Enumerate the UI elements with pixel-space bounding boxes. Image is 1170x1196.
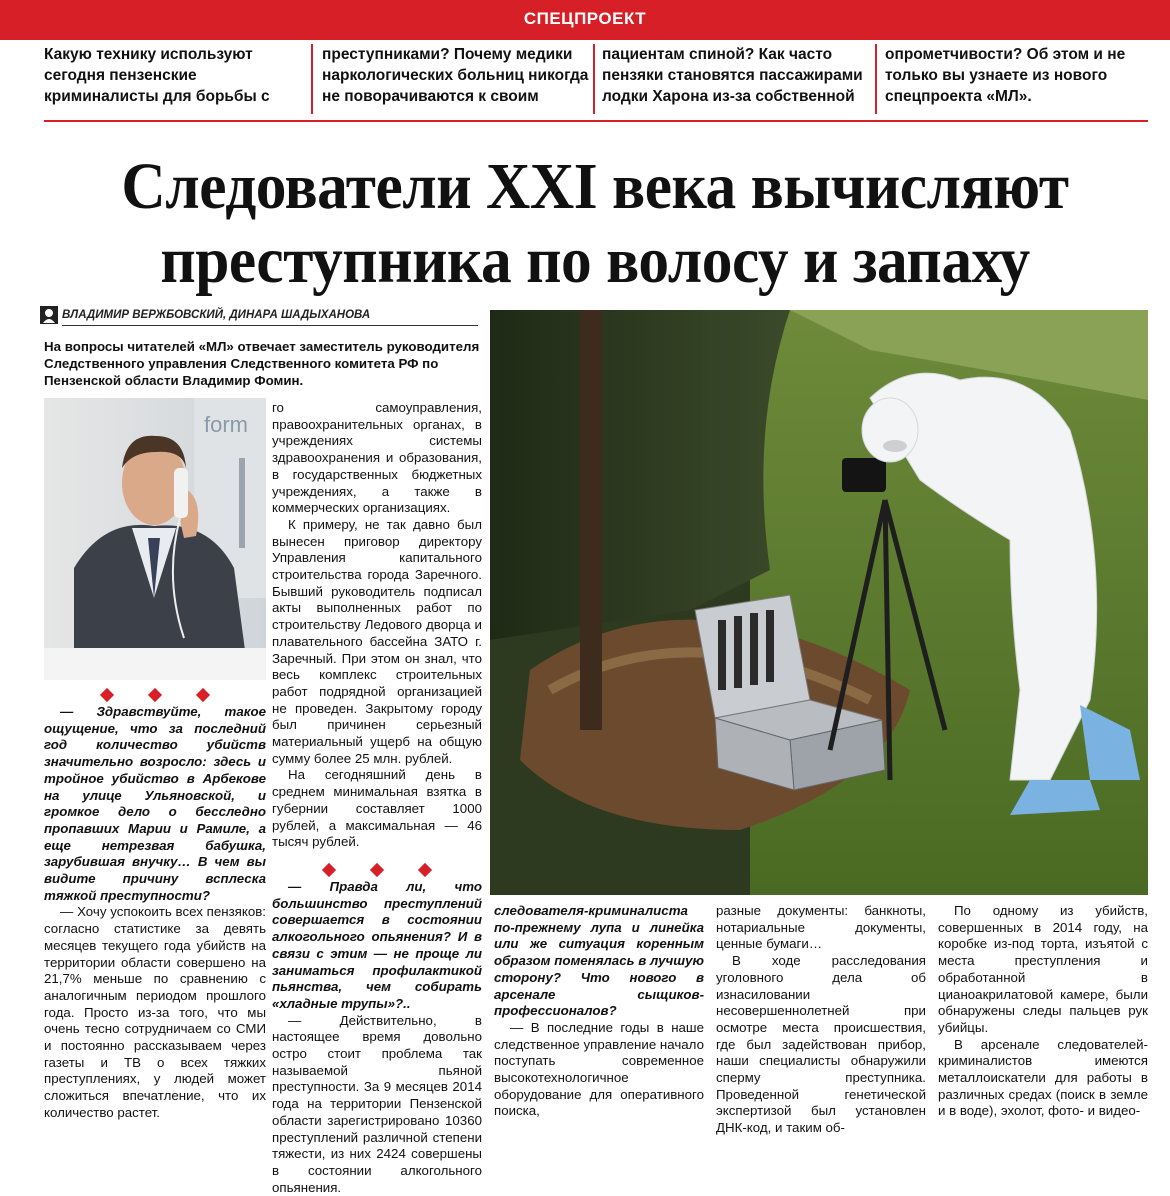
intro-part-4: опрометчивости? Об этом и не только вы узнаете из нового спецпроекта «МЛ». xyxy=(885,46,1126,105)
column-5 xyxy=(938,903,1148,1120)
headline-line-1: Следователи XXI века вычисляют xyxy=(121,150,1069,223)
answer-paragraph: — Хочу успокоить всех пензяков: согласно статистике за девять месяцев текущего года убийств на территории области совершено на 21,7% меньше по сравнению с аналогичным периодом прошлого года. Просто из-за того, что мы очень тесно сотрудничаем со СМИ и постоянно рассказываем через газеты и ТВ о всех тяжких преступлениях, у людей может сложиться впечатление, что их количество растет. xyxy=(44,904,266,1120)
camera xyxy=(842,458,886,492)
body-paragraph: По одному из убийств, совершенных в 2014 году, на коробке из-под торта, изъятой с места преступления и обработанной в цианоакрилатовой камере, были обнаружены следы пальцев рук убийцы. xyxy=(938,903,1148,1035)
intro-divider xyxy=(593,44,595,114)
body-paragraph: На сегодняшний день в среднем минимальная взятка в губернии составляет 1000 рублей, а максимальная — 46 тысяч рублей. xyxy=(272,767,482,850)
headline-line-2: преступника по волосу и запаху xyxy=(160,224,1030,297)
ml-logo-icon xyxy=(40,306,58,324)
byline xyxy=(40,305,480,327)
reader-question: — Правда ли, что большинство преступлений совершается в состоянии алкогольного опьянения? И в связи с этим — не проще ли заниматься профилактикой пьянства, чем собирать «хладные трупы»?.. xyxy=(272,878,482,1011)
intro-part-2: преступниками? Почему медики наркологических больниц никогда не поворачиваются к своим xyxy=(322,46,589,105)
crime-scene-photo xyxy=(490,310,1148,895)
svg-text:form: form xyxy=(204,412,248,437)
byline-authors: ВЛАДИМИР ВЕРЖБОВСКИЙ, ДИНАРА ШАДЫХАНОВА xyxy=(62,309,371,321)
rubric-bar xyxy=(0,0,1170,40)
body-paragraph: го самоуправления, правоохранительных органах, в учреждениях системы здравоохранения и образования, в государственных бюджетных учреждениях, а также в коммерческих организациях. xyxy=(272,400,482,516)
diamond-icon xyxy=(370,863,384,877)
diamond-icon xyxy=(322,863,336,877)
separator-diamonds xyxy=(44,686,266,704)
reader-question: следователя-криминалиста по-прежнему лупа и линейка или же ситуация коренным образом поменялась в лучшую сторону? Что нового в арсенале сыщиков-профессионалов? xyxy=(494,903,704,1019)
diamond-icon xyxy=(196,688,210,702)
column-4 xyxy=(716,903,926,1137)
column-2 xyxy=(272,400,482,1196)
answer-paragraph: — В последние годы в наше следственное управление начало поступать современное высокотехнологичное оборудование для оперативного поиска, xyxy=(494,1019,704,1119)
intro-part-3: пациентам спиной? Как часто пензяки становятся пассажирами лодки Харона из-за собственной xyxy=(602,46,863,105)
intro-divider xyxy=(311,44,313,114)
body-paragraph: разные документы: банкноты, нотариальные документы, ценные бумаги… xyxy=(716,903,926,952)
separator-diamonds xyxy=(272,861,482,879)
intro-divider xyxy=(875,44,877,114)
column-1 xyxy=(44,686,266,1122)
rubric-label: СПЕЦПРОЕКТ xyxy=(523,9,647,28)
intro-part-1: Какую технику используют сегодня пензенские криминалисты для борьбы с xyxy=(44,46,270,105)
reader-question: — Здравствуйте, такое ощущение, что за последний год количество убийств значительно возросло: здесь и тройное убийство в Арбекове на улице Ульяновской, и громкое дело о бесследно пропавших Марии и Рамиле, а еще нетрезвая бабушка, зарубившая внучку… В чем вы видите причину всплеска тяжкой преступности? xyxy=(44,704,266,903)
diamond-icon xyxy=(148,688,162,702)
body-paragraph: В арсенале следователей-криминалистов имеются металлоискатели для работы в различных средах (поиск в земле и в воде), эхолот, фото- и видео- xyxy=(938,1036,1148,1119)
body-paragraph: В ходе расследования уголовного дела об изнасиловании несовершеннолетней при осмотре места происшествия, где был задействован прибор, наши специалисты обнаружили сперму преступника. Проведенной генетической экспертизой был установлен ДНК-код, и таким об- xyxy=(716,953,926,1136)
column-3 xyxy=(494,903,704,1120)
answer-paragraph: — Действительно, в настоящее время довольно остро стоит проблема так называемой пьяной преступности. За 9 месяцев 2014 года на территории Пензенской области зарегистрировано 10360 преступлений различной степени тяжести, из них 2424 совершены в состоянии алкогольного опьянения. xyxy=(272,1012,482,1195)
portrait-photo xyxy=(44,398,266,680)
body-paragraph: К примеру, не так давно был вынесен приговор директору Управления капитального строительства города Заречного. Бывший руководитель подписал акты выполненных работ по строительству Ледового дворца и плавательного бассейна ЗАТО г. Заречный. При этом он знал, что весь комплекс строительных работ подрядной организацией не проведен. Закрытому городу был причинен серьезный материальный ущерб на общую сумму более 25 млн. рублей. xyxy=(272,516,482,766)
diamond-icon xyxy=(100,688,114,702)
byline-rule xyxy=(62,325,478,326)
lead-paragraph: На вопросы читателей «МЛ» отвечает заместитель руководителя Следственного управления Следственного комитета РФ по Пензенской области Владимир Фомин. xyxy=(44,339,480,388)
crime-scene-image xyxy=(490,310,1148,895)
portrait-image xyxy=(44,398,266,680)
red-rule xyxy=(44,120,1148,122)
diamond-icon xyxy=(418,863,432,877)
headline xyxy=(70,150,1121,298)
